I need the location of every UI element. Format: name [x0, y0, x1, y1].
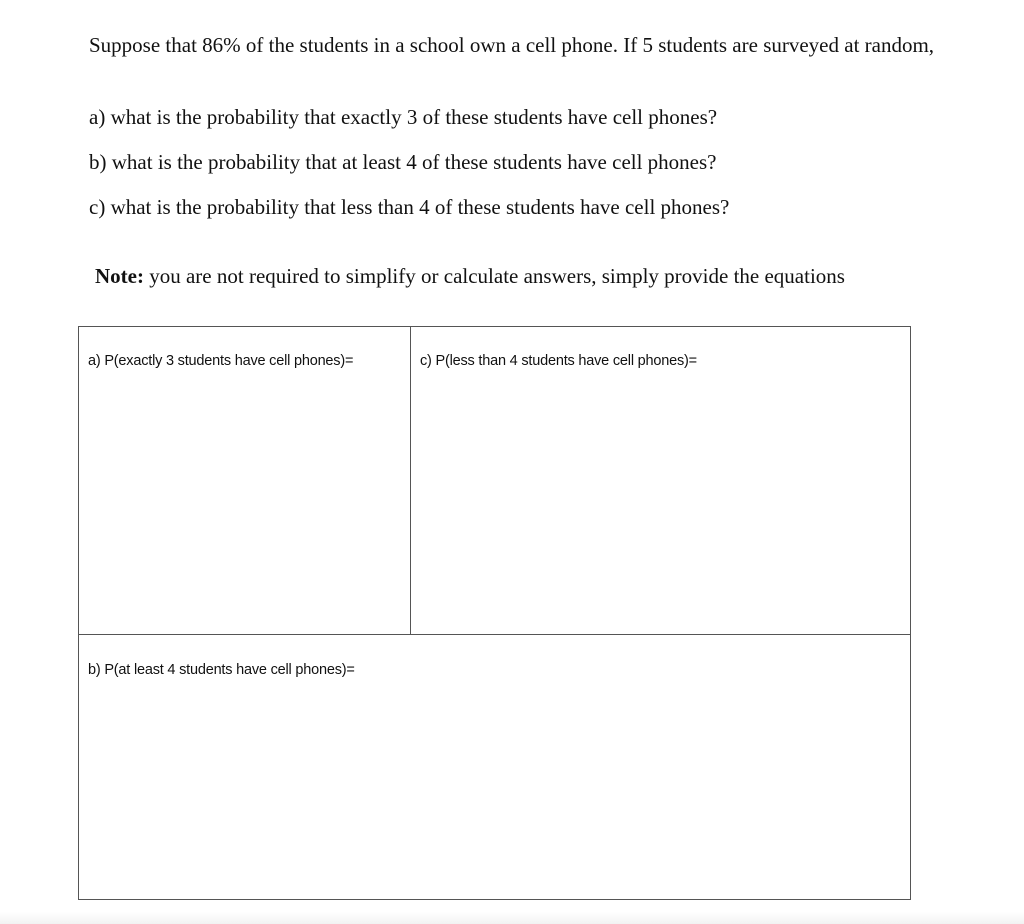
note [95, 262, 845, 290]
question-c: c) what is the probability that less than 4 of these students have cell phones? [89, 195, 730, 219]
answer-cell-b-label: b) P(at least 4 students have cell phones)= [88, 662, 355, 678]
note-text: you are not required to simplify or calculate answers, simply provide the equations [143, 264, 845, 288]
answer-cell-a-label: a) P(exactly 3 students have cell phones)= [88, 353, 354, 369]
problem-intro: Suppose that 86% of the students in a school own a cell phone. If 5 students are surveyed at random, [89, 33, 935, 57]
answer-cell-c[interactable] [411, 327, 910, 635]
question-b: b) what is the probability that at least 4 of these students have cell phones? [89, 150, 717, 174]
question-a: a) what is the probability that exactly 3 of these students have cell phones? [89, 105, 718, 129]
answer-table [78, 326, 911, 900]
answer-cell-a[interactable] [79, 327, 411, 635]
answer-cell-b[interactable] [79, 635, 910, 899]
note-label: Note: [95, 264, 144, 288]
page-bottom-edge [0, 912, 1024, 924]
answer-cell-c-label: c) P(less than 4 students have cell phones)= [420, 353, 697, 369]
